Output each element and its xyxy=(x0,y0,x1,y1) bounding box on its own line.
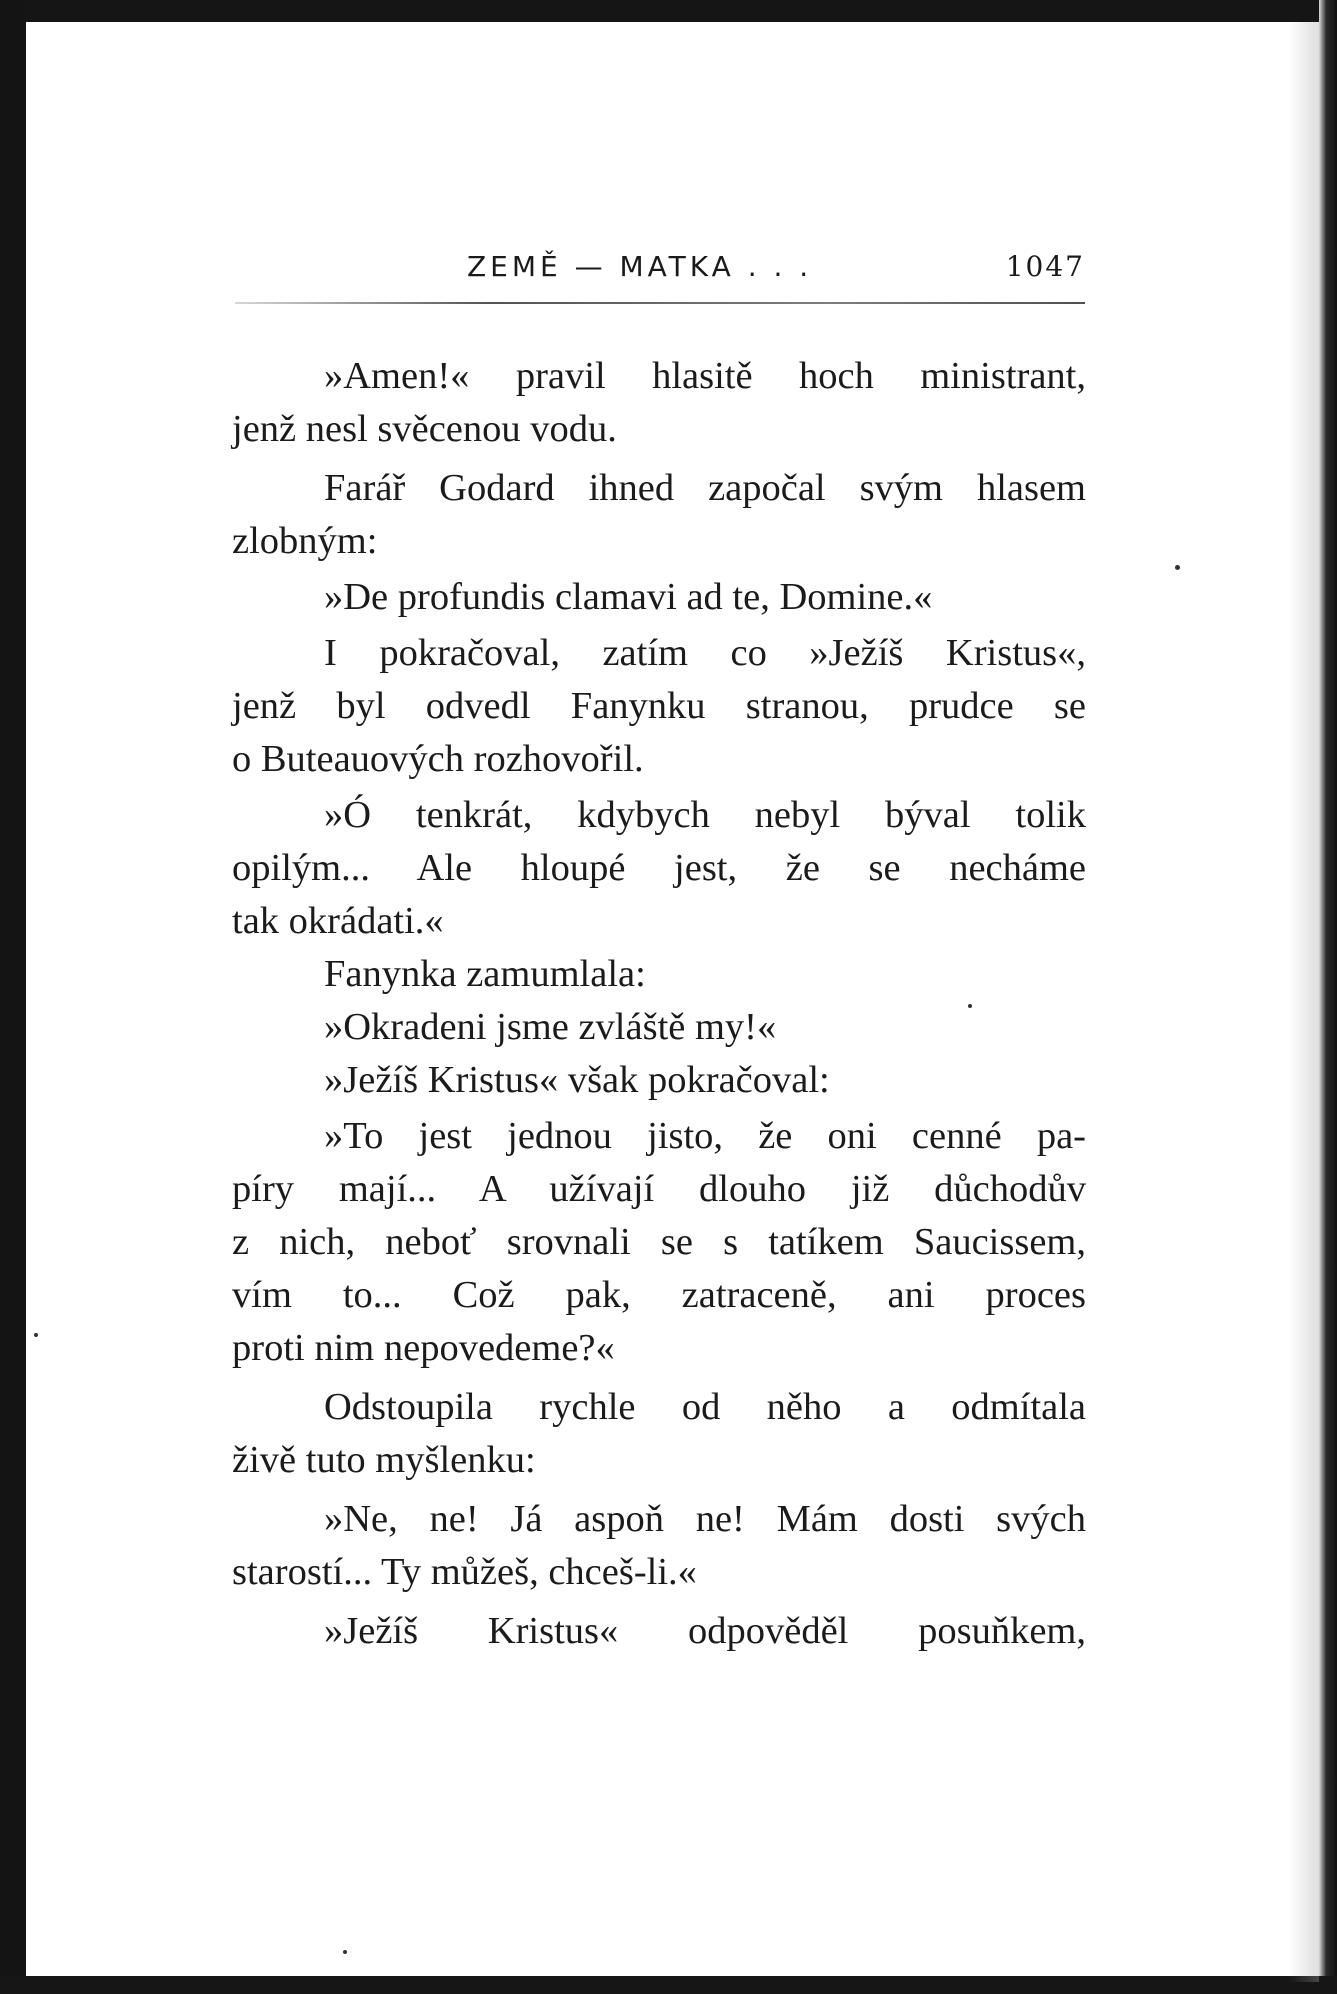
scan-border-top xyxy=(0,0,1337,22)
text-line: tak okrádati.« xyxy=(232,900,444,942)
text-line: »Ježíš Kristus« však pokračoval: xyxy=(324,1059,830,1101)
text-line: »Ó tenkrát, kdybych nebyl býval tolik xyxy=(324,794,1086,836)
text-line: Odstoupila rychle od něho a odmítala xyxy=(324,1386,1086,1428)
text-line: opilým... Ale hloupé jest, že se necháme xyxy=(232,847,1086,889)
text-line: »To jest jednou jisto, že oni cenné pa- xyxy=(324,1115,1086,1157)
text-line: z nich, neboť srovnali se s tatíkem Saucissem, xyxy=(232,1221,1086,1263)
text-line: píry mají... A užívají dlouho již důchodův xyxy=(232,1168,1086,1210)
text-line: zlobným: xyxy=(232,520,378,562)
scan-border-bottom xyxy=(0,1976,1337,1994)
text-line: o Buteauových rozhovořil. xyxy=(232,738,644,780)
page-number: 1047 xyxy=(1005,250,1085,283)
text-line: Fanynka zamumlala: xyxy=(324,953,646,995)
text-line: vím to... Což pak, zatraceně, ani proces xyxy=(232,1274,1086,1316)
page-shadow xyxy=(1289,22,1319,1982)
scan-speck xyxy=(968,1004,972,1008)
text-line: jenž byl odvedl Fanynku stranou, prudce se xyxy=(232,685,1086,727)
text-line: »De profundis clamavi ad te, Domine.« xyxy=(324,576,933,618)
text-line: »Ježíš Kristus« odpověděl posuňkem, xyxy=(324,1610,1086,1652)
running-title: ZEMĚ — MATKA . . . xyxy=(467,250,813,283)
scan-speck xyxy=(1175,565,1180,570)
header-rule xyxy=(235,302,1085,304)
text-line: živě tuto myšlenku: xyxy=(232,1439,536,1481)
text-line: »Ne, ne! Já aspoň ne! Mám dosti svých xyxy=(324,1498,1086,1540)
text-line: proti nim nepovedeme?« xyxy=(232,1327,615,1369)
scan-border-right xyxy=(1319,0,1337,1994)
scan-speck xyxy=(34,1333,38,1337)
text-line: jenž nesl svěcenou vodu. xyxy=(232,408,617,450)
scan-border-left xyxy=(0,0,26,1994)
text-line: »Okradeni jsme zvláště my!« xyxy=(324,1006,777,1048)
text-line: Farář Godard ihned započal svým hlasem xyxy=(324,467,1086,509)
page-header xyxy=(235,250,1085,290)
text-line: I pokračoval, zatím co »Ježíš Kristus«, xyxy=(324,632,1086,674)
text-line: starostí... Ty můžeš, chceš-li.« xyxy=(232,1551,697,1593)
scan-speck xyxy=(343,1950,347,1954)
text-line: »Amen!« pravil hlasitě hoch ministrant, xyxy=(324,355,1086,397)
body-text xyxy=(232,350,1086,1658)
